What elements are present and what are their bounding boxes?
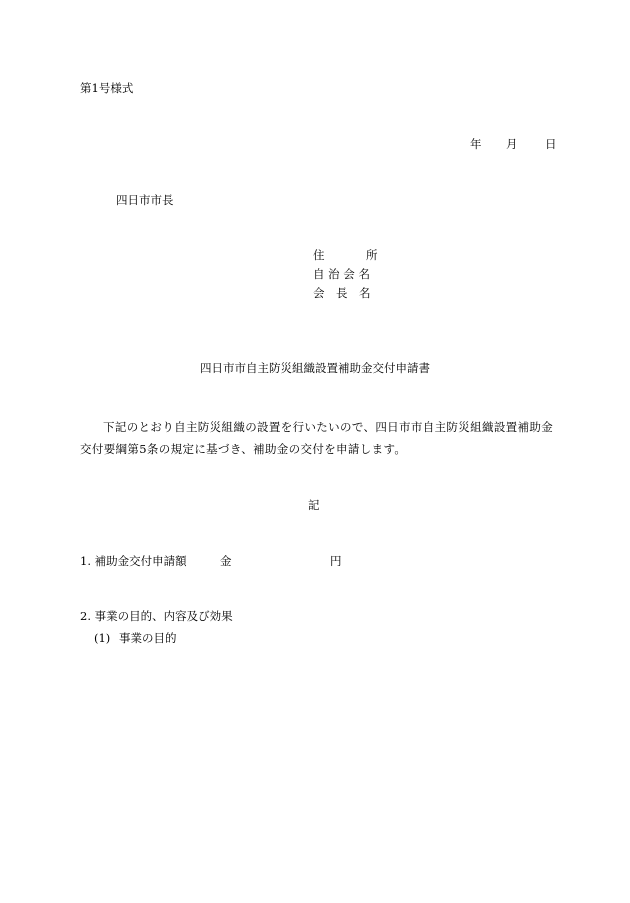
applicant-association-label: 自 治 会 名 <box>313 267 370 281</box>
item-2-1-label: 事業の目的 <box>119 631 177 645</box>
addressee: 四日市市長 <box>116 193 174 207</box>
applicant-block <box>313 248 377 305</box>
ki-heading: 記 <box>308 498 320 512</box>
address-char-2: 所 <box>366 248 378 262</box>
applicant-address-label <box>313 248 377 262</box>
item-2-1-number: (1) <box>94 631 111 645</box>
document-title: 四日市市自主防災組織設置補助金交付申請書 <box>200 361 430 375</box>
applicant-chair-row <box>313 286 377 305</box>
address-char-1: 住 <box>313 248 325 262</box>
date-line <box>470 137 557 151</box>
form-number: 第1号様式 <box>80 81 134 95</box>
date-day-label: 日 <box>545 137 557 151</box>
applicant-chair-label: 会 長 名 <box>313 286 371 300</box>
applicant-association-row <box>313 267 377 286</box>
date-year-label: 年 <box>470 137 482 151</box>
item-1-label: 1. 補助金交付申請額 <box>80 554 187 568</box>
item-1-application-amount <box>80 554 342 568</box>
item-2-heading: 2. 事業の目的、内容及び効果 <box>80 609 233 623</box>
body-text: 下記のとおり自主防災組織の設置を行いたいので、四日市市自主防災組織設置補助金交付要綱第5条の規定に基づき、補助金の交付を申請します。 <box>80 420 554 456</box>
date-month-label: 月 <box>506 137 518 151</box>
applicant-address-row <box>313 248 377 267</box>
item-1-kin: 金 <box>220 554 232 568</box>
item-2-1-purpose <box>94 631 177 645</box>
item-1-yen: 円 <box>330 554 342 568</box>
